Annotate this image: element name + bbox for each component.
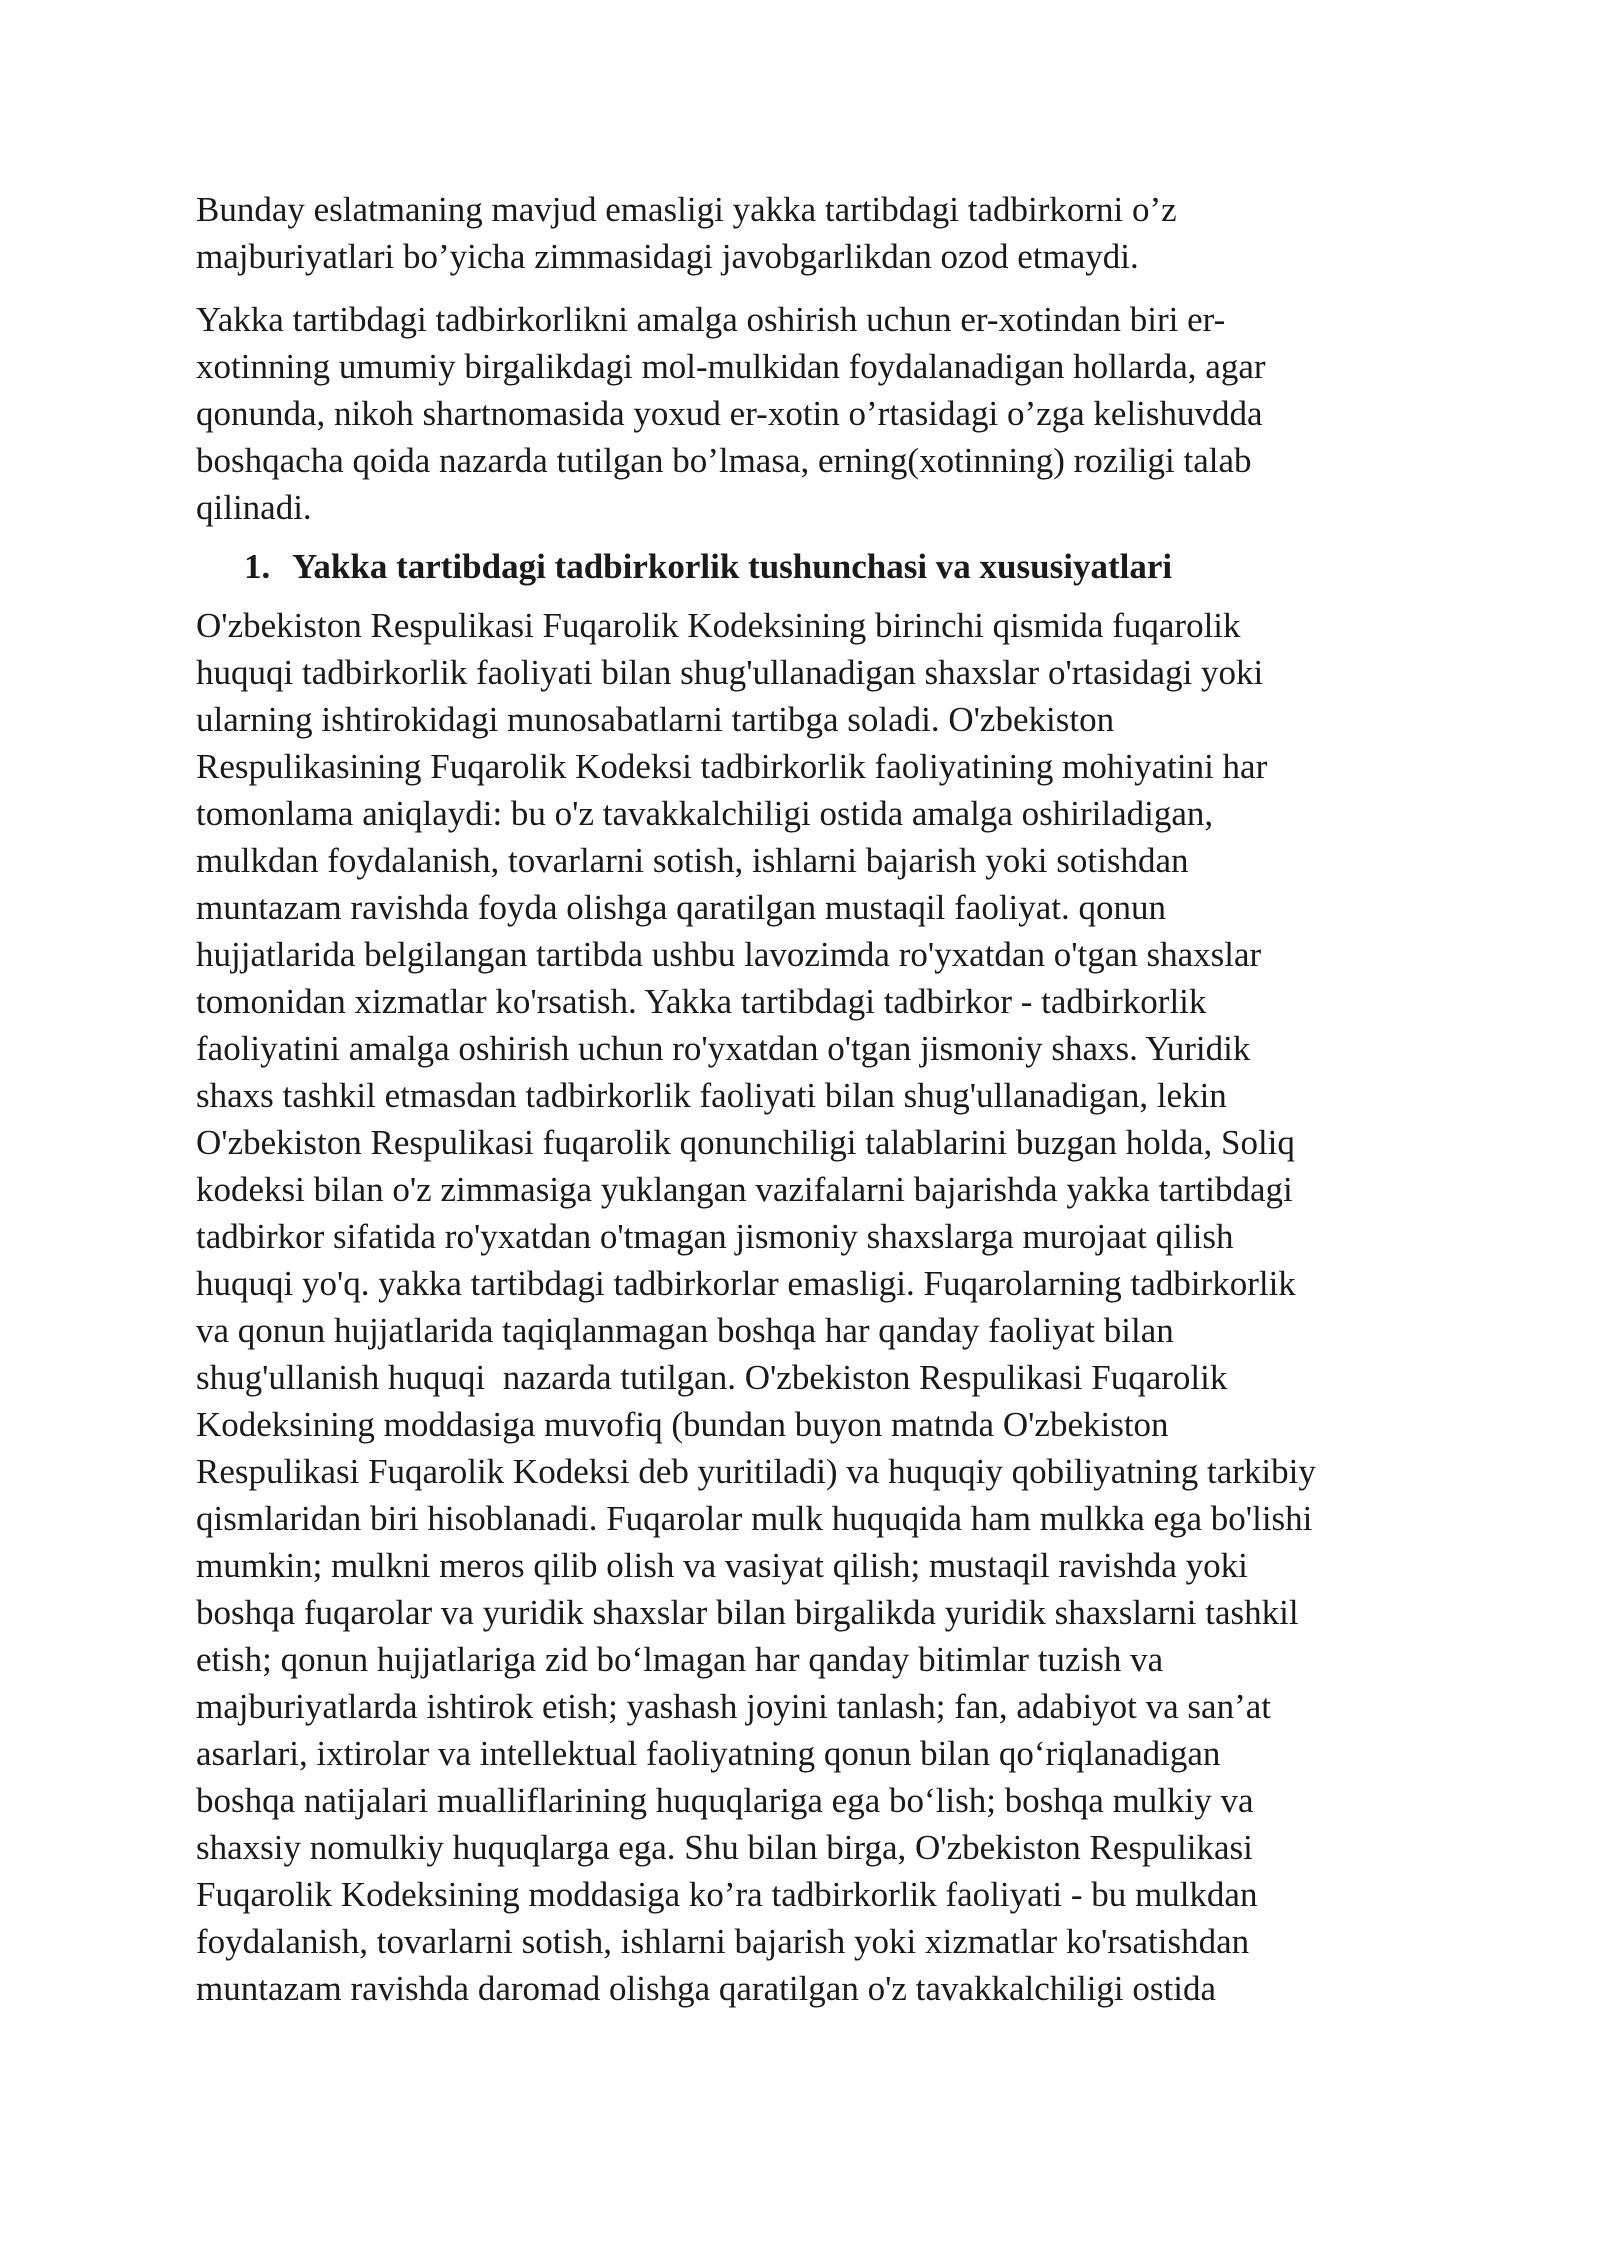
- heading-number: 1.: [244, 547, 271, 586]
- text-line: hujjatlarida belgilangan tartibda ushbu lavozimda ro'yxatdan o'tgan shaxslar: [196, 935, 1262, 974]
- text-line: foydalanish, tovarlarni sotish, ishlarni bajarish yoki xizmatlar ko'rsatishdan: [196, 1922, 1250, 1961]
- text-line: boshqa fuqarolar va yuridik shaxslar bilan birgalikda yuridik shaxslarni tashkil: [196, 1593, 1299, 1632]
- text-line: Bunday eslatmaning mavjud emasligi yakka tartibdagi tadbirkorni o’z: [196, 190, 1177, 229]
- text-line: va qonun hujjatlarida taqiqlanmagan boshqa har qanday faoliyat bilan: [196, 1311, 1174, 1350]
- text-line: shug'ullanish huquqi nazarda tutilgan. O'zbekiston Respulikasi Fuqarolik: [196, 1358, 1228, 1397]
- text-line: Yakka tartibdagi tadbirkorlikni amalga oshirish uchun er-xotindan biri er-: [196, 300, 1226, 339]
- text-line: boshqa natijalari mualliflarining huquqlariga ega bo‘lish; boshqa mulkiy va: [196, 1781, 1254, 1820]
- text-line: majburiyatlari bo’yicha zimmasidagi javobgarlikdan ozod etmaydi.: [196, 237, 1139, 276]
- text-line: tadbirkor sifatida ro'yxatdan o'tmagan jismoniy shaxslarga murojaat qilish: [196, 1217, 1234, 1256]
- text-line: shaxs tashkil etmasdan tadbirkorlik faoliyati bilan shug'ullanadigan, lekin: [196, 1076, 1227, 1115]
- text-line: huquqi tadbirkorlik faoliyati bilan shug'ullanadigan shaxslar o'rtasidagi yoki: [196, 653, 1264, 692]
- text-line: qismlaridan biri hisoblanadi. Fuqarolar mulk huquqida ham mulkka ega bo'lishi: [196, 1499, 1313, 1538]
- text-line: O'zbekiston Respulikasi Fuqarolik Kodeksining birinchi qismida fuqarolik: [196, 606, 1241, 645]
- text-line: boshqacha qoida nazarda tutilgan bo’lmasa, erning(xotinning) roziligi talab: [196, 441, 1252, 480]
- text-line: tomonlama aniqlaydi: bu o'z tavakkalchiligi ostida amalga oshiriladigan,: [196, 794, 1214, 833]
- text-line: majburiyatlarda ishtirok etish; yashash joyini tanlash; fan, adabiyot va san’at: [196, 1687, 1272, 1726]
- text-line: mulkdan foydalanish, tovarlarni sotish, ishlarni bajarish yoki sotishdan: [196, 841, 1189, 880]
- document-page: [196, 186, 1426, 2012]
- text-line: O'zbekiston Respulikasi fuqarolik qonunchiligi talablarini buzgan holda, Soliq: [196, 1123, 1295, 1162]
- text-line: kodeksi bilan o'z zimmasiga yuklangan vazifalarni bajarishda yakka tartibdagi: [196, 1170, 1293, 1209]
- text-line: Respulikasi Fuqarolik Kodeksi deb yuritiladi) va huquqiy qobiliyatning tarkibiy: [196, 1452, 1316, 1491]
- text-line: xotinning umumiy birgalikdagi mol-mulkidan foydalanadigan hollarda, agar: [196, 347, 1266, 386]
- text-line: qonunda, nikoh shartnomasida yoxud er-xotin o’rtasidagi o’zga kelishuvdda: [196, 394, 1263, 433]
- text-line: shaxsiy nomulkiy huquqlarga ega. Shu bilan birga, O'zbekiston Respulikasi: [196, 1828, 1253, 1867]
- text-line: asarlari, ixtirolar va intellektual faoliyatning qonun bilan qo‘riqlanadigan: [196, 1734, 1221, 1773]
- paragraph-1: [196, 186, 1426, 280]
- text-line: huquqi yo'q. yakka tartibdagi tadbirkorlar emasligi. Fuqarolarning tadbirkorlik: [196, 1264, 1296, 1303]
- text-line: Fuqarolik Kodeksining moddasiga ko’ra tadbirkorlik faoliyati - bu mulkdan: [196, 1875, 1258, 1914]
- text-line: ularning ishtirokidagi munosabatlarni tartibga soladi. O'zbekiston: [196, 700, 1115, 739]
- section-heading: [196, 543, 1426, 590]
- text-line: Kodeksining moddasiga muvofiq (bundan buyon matnda O'zbekiston: [196, 1405, 1169, 1444]
- paragraph-2: [196, 296, 1426, 531]
- text-line: tomonidan xizmatlar ko'rsatish. Yakka tartibdagi tadbirkor - tadbirkorlik: [196, 982, 1207, 1021]
- text-line: Respulikasining Fuqarolik Kodeksi tadbirkorlik faoliyatining mohiyatini har: [196, 747, 1268, 786]
- text-line: faoliyatini amalga oshirish uchun ro'yxatdan o'tgan jismoniy shaxs. Yuridik: [196, 1029, 1251, 1068]
- text-line: qilinadi.: [196, 488, 312, 527]
- text-line: muntazam ravishda foyda olishga qaratilgan mustaqil faoliyat. qonun: [196, 888, 1167, 927]
- text-line: mumkin; mulkni meros qilib olish va vasiyat qilish; mustaqil ravishda yoki: [196, 1546, 1248, 1585]
- paragraph-3: [196, 602, 1426, 2012]
- text-line: etish; qonun hujjatlariga zid bo‘lmagan har qanday bitimlar tuzish va: [196, 1640, 1164, 1679]
- text-line: muntazam ravishda daromad olishga qaratilgan o'z tavakkalchiligi ostida: [196, 1969, 1217, 2008]
- heading-text: Yakka tartibdagi tadbirkorlik tushunchasi va xususiyatlari: [292, 547, 1173, 586]
